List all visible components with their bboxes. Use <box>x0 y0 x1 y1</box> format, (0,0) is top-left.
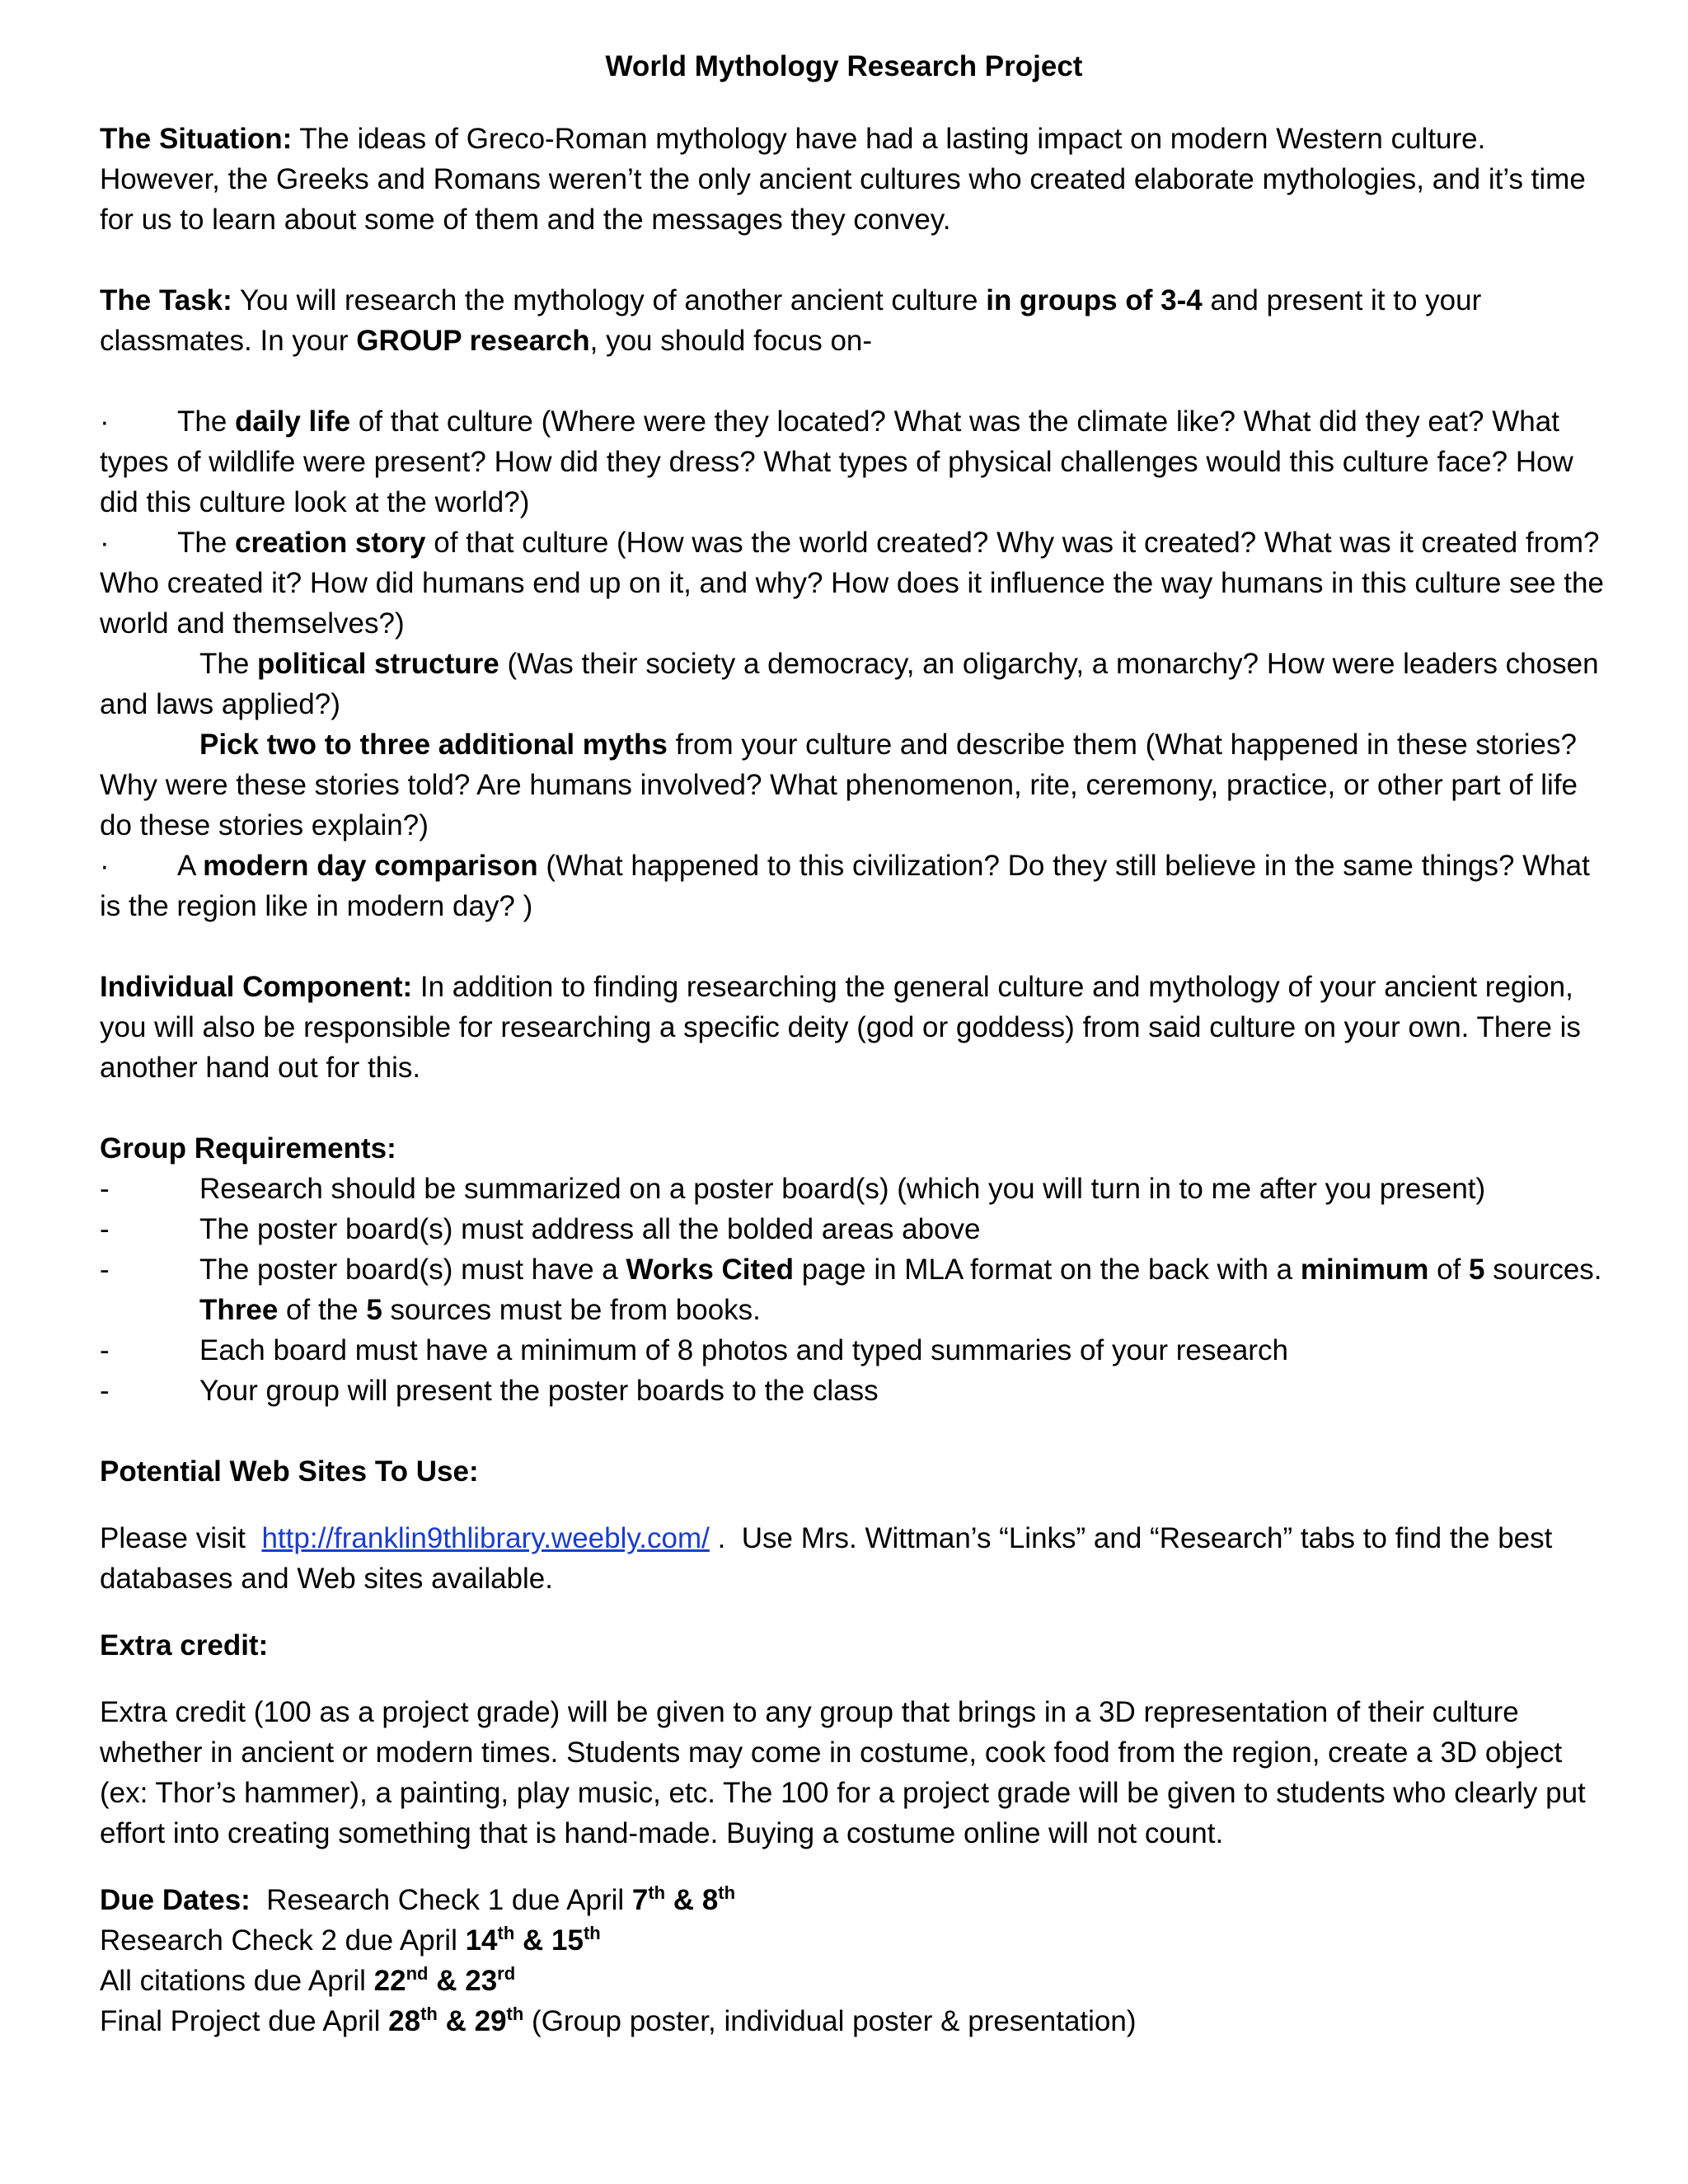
requirement-text: sources must be from books. <box>382 1294 761 1326</box>
bullet-dot: · <box>100 405 110 438</box>
web-sites-paragraph <box>100 1518 1608 1599</box>
bullet-text: The <box>199 648 258 680</box>
requirement-text: Research should be summarized on a poster board(s) (which you will turn in to me after you present) <box>199 1173 1486 1205</box>
web-text: . Use Mrs. Wittman’s “Links” and “Research” tabs to find the best databases and Web sites available. <box>100 1522 1561 1595</box>
due-date-suffix: nd <box>406 1963 429 1984</box>
bullet-bold: creation story <box>235 527 426 559</box>
bullet-text: from your culture and describe them (What happened in these stories? Why were these stories told? Are humans involved? What phenomenon, rite, ceremony, practice, or other part of life do these stories explain?) <box>100 729 1578 841</box>
individual-text: In addition to finding researching the general culture and mythology of your ancient region, you will also be responsible for researching a specific deity (god or goddess) from said culture on your own. There is another hand out for this. <box>100 971 1581 1084</box>
due-date-number: 8 <box>701 1884 719 1916</box>
due-date-suffix: th <box>497 1923 515 1943</box>
document-title: World Mythology Research Project <box>605 50 1083 82</box>
task-bold-group-research: GROUP research <box>356 325 590 357</box>
requirement-item <box>100 1330 1608 1371</box>
bullet-daily-life <box>100 401 1608 523</box>
requirement-text: page in MLA format on the back with a <box>794 1254 1301 1286</box>
document-body <box>100 119 1608 2041</box>
group-requirements-heading <box>100 1128 1608 1169</box>
due-date-line <box>100 2001 1608 2041</box>
bullet-text: (What happened to this civilization? Do they still believe in the same things? What is the region like in modern day? ) <box>100 850 1590 922</box>
due-date-number: 28 <box>388 2005 421 2037</box>
due-date-number: 22 <box>373 1965 406 1997</box>
individual-paragraph <box>100 967 1608 1088</box>
due-date-amp: & <box>665 1884 702 1916</box>
group-requirements-label: Group Requirements: <box>100 1132 396 1165</box>
requirement-bold: 5 <box>366 1294 382 1326</box>
due-dates-label: Due Dates: <box>100 1884 251 1916</box>
requirement-text: Each board must have a minimum of 8 photos and typed summaries of your research <box>199 1334 1288 1366</box>
requirement-item <box>100 1169 1608 1209</box>
requirement-bold: 5 <box>1469 1254 1485 1286</box>
requirement-text: The poster board(s) must have a <box>199 1254 626 1286</box>
requirement-bold: Three <box>199 1294 279 1326</box>
bullet-bold: political structure <box>257 648 499 680</box>
due-text: Research Check 1 due April <box>250 1884 632 1916</box>
extra-credit-paragraph: Extra credit (100 as a project grade) will be given to any group that brings in a 3D representation of their culture whether in ancient or modern times. Students may come in costume, cook food from the region, create a 3D object (ex: Thor’s hammer), a painting, play music, etc. The 100 for a project grade will be given to students who clearly put effort into creating something that is hand-made. Buying a costume online will not count. <box>100 1696 1586 1849</box>
due-text: All citations due April <box>100 1965 374 1997</box>
bullet-text: (Was their society a democracy, an oligarchy, a monarchy? How were leaders chosen and laws applied?) <box>100 648 1599 720</box>
due-date-number: 15 <box>551 1924 584 1957</box>
requirement-dash: - <box>100 1334 110 1366</box>
task-bold-groups: in groups of 3-4 <box>986 284 1203 316</box>
bullet-creation-story <box>100 523 1608 644</box>
due-text: Research Check 2 due April <box>100 1924 466 1957</box>
due-date-number: 7 <box>631 1884 649 1916</box>
due-date-suffix: th <box>648 1882 666 1903</box>
bullet-text: The <box>177 405 236 438</box>
bullet-bold: daily life <box>235 405 351 438</box>
situation-label: The Situation: <box>100 123 293 155</box>
requirement-item <box>100 1209 1608 1249</box>
requirement-dash: - <box>100 1213 110 1245</box>
bullet-text: of that culture (Where were they located? What was the climate like? What did they eat? What types of wildlife were present? How did they dress? What types of physical challenges would this culture face? How did this culture look at the world?) <box>100 405 1573 518</box>
web-sites-heading <box>100 1451 1608 1492</box>
due-date-line <box>100 1880 1608 1920</box>
requirement-text: Your group will present the poster boards to the class <box>199 1375 879 1407</box>
situation-text: The ideas of Greco-Roman mythology have had a lasting impact on modern Western culture. However, the Greeks and Romans weren’t the only ancient cultures who created elaborate mythologies, and it’s time for us to learn about some of them and the messages they convey. <box>100 123 1586 236</box>
bullet-text: The <box>177 527 236 559</box>
bullet-political-structure <box>100 644 1608 724</box>
due-date-number: 23 <box>465 1965 498 1997</box>
bullet-bold: Pick two to three additional myths <box>199 729 668 761</box>
bullet-dot: · <box>100 850 110 882</box>
bullet-text: A <box>177 850 204 882</box>
web-sites-label: Potential Web Sites To Use: <box>100 1455 479 1488</box>
task-text: and present it to your classmates. In your <box>100 284 1482 357</box>
due-date-line <box>100 1920 1608 1961</box>
due-date-suffix: th <box>506 2004 524 2024</box>
requirement-item <box>100 1371 1608 1411</box>
due-date-number: 14 <box>465 1924 498 1957</box>
situation-paragraph <box>100 119 1608 240</box>
web-text: Please visit <box>100 1522 262 1554</box>
due-date-suffix: th <box>583 1923 601 1943</box>
due-date-suffix: th <box>420 2004 438 2024</box>
task-text: You will research the mythology of another ancient culture <box>232 284 987 316</box>
due-date-amp: & <box>437 2005 475 2037</box>
due-date-amp: & <box>514 1924 552 1957</box>
task-label: The Task: <box>100 284 232 316</box>
task-paragraph <box>100 280 1608 361</box>
requirement-dash: - <box>100 1375 110 1407</box>
due-date-number: 29 <box>474 2005 507 2037</box>
bullet-text: of that culture (How was the world created? Why was it created? What was it created from? Who created it? How did humans end up on it, and why? How does it influence the way humans in this culture see the world and themselves?) <box>100 527 1604 640</box>
library-link[interactable]: http://franklin9thlibrary.weebly.com/ <box>261 1522 710 1554</box>
requirement-text: of the <box>278 1294 367 1326</box>
individual-label: Individual Component: <box>100 971 413 1003</box>
bullet-additional-myths <box>100 724 1608 846</box>
requirement-dash: - <box>100 1173 110 1205</box>
bullet-modern-day <box>100 846 1608 926</box>
requirement-bold: minimum <box>1300 1254 1429 1286</box>
due-date-suffix: th <box>718 1882 736 1903</box>
requirement-dash: - <box>100 1254 110 1286</box>
requirement-item <box>100 1249 1608 1330</box>
task-text: , you should focus on- <box>589 325 873 357</box>
bullet-bold: modern day comparison <box>203 850 538 882</box>
requirement-text: sources. <box>1484 1254 1602 1286</box>
bullet-dot: · <box>100 527 110 559</box>
due-date-suffix: rd <box>497 1963 516 1984</box>
due-text: (Group poster, individual poster & presentation) <box>523 2005 1137 2037</box>
requirement-text: The poster board(s) must address all the bolded areas above <box>199 1213 981 1245</box>
requirement-text: of <box>1428 1254 1470 1286</box>
due-date-line <box>100 1961 1608 2001</box>
extra-credit-label: Extra credit: <box>100 1629 269 1661</box>
due-date-amp: & <box>428 1965 466 1997</box>
due-text: Final Project due April <box>100 2005 389 2037</box>
requirement-bold: Works Cited <box>626 1254 795 1286</box>
extra-credit-heading <box>100 1625 1608 1666</box>
